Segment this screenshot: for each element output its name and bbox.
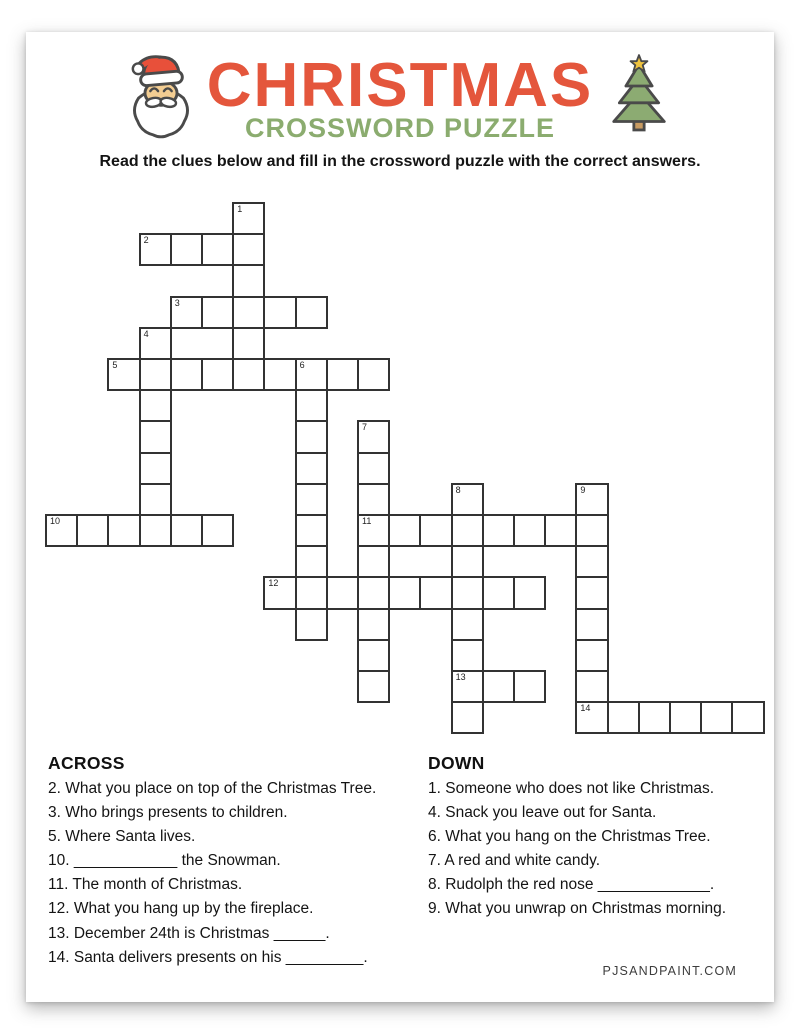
grid-cell[interactable] <box>263 576 296 609</box>
grid-cell[interactable] <box>544 514 577 547</box>
grid-cell[interactable] <box>575 514 608 547</box>
grid-cell[interactable] <box>232 358 265 391</box>
cell-number: 2 <box>143 235 149 246</box>
grid-cell[interactable] <box>326 576 359 609</box>
grid-cell[interactable] <box>513 576 546 609</box>
crossword-grid <box>45 202 775 742</box>
grid-cell[interactable] <box>451 483 484 516</box>
grid-cell[interactable] <box>451 514 484 547</box>
page-title: CHRISTMAS <box>206 51 594 120</box>
across-heading: ACROSS <box>48 753 125 773</box>
down-clue-list <box>428 777 726 922</box>
grid-cell[interactable] <box>295 358 328 391</box>
grid-cell[interactable] <box>170 358 203 391</box>
grid-cell[interactable] <box>170 514 203 547</box>
down-heading: DOWN <box>428 753 485 773</box>
grid-cell[interactable] <box>139 233 172 266</box>
grid-cell[interactable] <box>575 576 608 609</box>
grid-cell[interactable] <box>357 358 390 391</box>
grid-cell[interactable] <box>357 608 390 641</box>
grid-cell[interactable] <box>638 701 671 734</box>
grid-cell[interactable] <box>575 545 608 578</box>
grid-cell[interactable] <box>170 296 203 329</box>
cell-number: 12 <box>268 578 279 589</box>
grid-cell[interactable] <box>201 514 234 547</box>
grid-cell[interactable] <box>357 576 390 609</box>
grid-cell[interactable] <box>575 701 608 734</box>
grid-cell[interactable] <box>451 576 484 609</box>
grid-cell[interactable] <box>388 514 421 547</box>
grid-cell[interactable] <box>357 670 390 703</box>
grid-cell[interactable] <box>45 514 78 547</box>
across-clue-list <box>48 777 376 970</box>
grid-cell[interactable] <box>232 233 265 266</box>
cell-number: 6 <box>299 360 305 370</box>
grid-cell[interactable] <box>263 358 296 391</box>
grid-cell[interactable] <box>575 608 608 641</box>
cell-number: 14 <box>580 703 591 714</box>
grid-cell[interactable] <box>295 608 328 641</box>
grid-cell[interactable] <box>76 514 109 547</box>
grid-cell[interactable] <box>295 576 328 609</box>
grid-cell[interactable] <box>295 514 328 547</box>
grid-cell[interactable] <box>482 576 515 609</box>
grid-cell[interactable] <box>451 670 484 703</box>
grid-cell[interactable] <box>295 483 328 516</box>
cell-number: 3 <box>174 297 180 308</box>
grid-cell[interactable] <box>295 420 328 453</box>
grid-cell[interactable] <box>388 576 421 609</box>
clue-item: 5. Where Santa lives. <box>48 828 196 846</box>
grid-cell[interactable] <box>295 545 328 578</box>
grid-cell[interactable] <box>357 514 390 547</box>
grid-cell[interactable] <box>295 389 328 422</box>
grid-cell[interactable] <box>263 296 296 329</box>
grid-cell[interactable] <box>700 701 733 734</box>
clue-item: 1. Someone who does not like Christmas. <box>428 780 715 797</box>
grid-cell[interactable] <box>139 452 172 485</box>
grid-cell[interactable] <box>139 358 172 391</box>
cell-number: 9 <box>580 484 586 495</box>
grid-cell[interactable] <box>232 327 265 360</box>
grid-cell[interactable] <box>139 389 172 422</box>
grid-cell[interactable] <box>357 483 390 516</box>
grid-cell[interactable] <box>170 233 203 266</box>
grid-cell[interactable] <box>357 639 390 672</box>
grid-cell[interactable] <box>731 701 764 734</box>
grid-cell[interactable] <box>607 701 640 734</box>
grid-cell[interactable] <box>575 483 608 516</box>
clue-item: 12. What you hang up by the fireplace. <box>48 900 314 918</box>
grid-cell[interactable] <box>357 452 390 485</box>
grid-cell[interactable] <box>357 420 390 453</box>
clue-item: 7. A red and white candy. <box>428 852 601 870</box>
clue-item: 2. What you place on top of the Christmas Tree. <box>48 780 377 797</box>
page-subtitle: CROSSWORD PUZZLE <box>245 113 555 143</box>
site-credit: PJSANDPAINT.COM <box>602 964 737 978</box>
grid-cell[interactable] <box>201 233 234 266</box>
grid-cell[interactable] <box>201 358 234 391</box>
grid-cell[interactable] <box>139 514 172 547</box>
cell-number: 8 <box>455 484 461 495</box>
grid-cell[interactable] <box>232 264 265 297</box>
cell-number: 10 <box>50 516 61 526</box>
grid-cell[interactable] <box>107 514 140 547</box>
grid-cell[interactable] <box>513 670 546 703</box>
grid-cell[interactable] <box>295 452 328 485</box>
cell-number: 11 <box>362 516 372 526</box>
grid-cell[interactable] <box>451 639 484 672</box>
grid-cell[interactable] <box>419 514 452 547</box>
grid-cell[interactable] <box>513 514 546 547</box>
grid-cell[interactable] <box>575 639 608 672</box>
clue-item: 13. December 24th is Christmas ______. <box>48 924 330 942</box>
grid-cell[interactable] <box>201 296 234 329</box>
instructions-text: Read the clues below and fill in the crossword puzzle with the correct answers. <box>99 153 701 170</box>
grid-cell[interactable] <box>139 483 172 516</box>
clue-item: 4. Snack you leave out for Santa. <box>428 804 657 822</box>
grid-cell[interactable] <box>326 358 359 391</box>
clue-item: 11. The month of Christmas. <box>48 876 243 894</box>
grid-cell[interactable] <box>170 327 234 360</box>
grid-cell[interactable] <box>669 701 702 734</box>
grid-cell[interactable] <box>357 545 390 578</box>
grid-cell[interactable] <box>139 420 172 453</box>
cell-number: 7 <box>362 422 368 433</box>
clue-item: 6. What you hang on the Christmas Tree. <box>428 828 711 846</box>
grid-cell[interactable] <box>232 202 265 235</box>
cell-number: 1 <box>237 204 243 214</box>
clue-item: 14. Santa delivers presents on his _________. <box>48 948 368 966</box>
grid-cell[interactable] <box>139 327 172 360</box>
grid-cell[interactable] <box>232 296 265 329</box>
grid-cell[interactable] <box>451 701 484 734</box>
cell-number: 4 <box>143 328 149 339</box>
clue-item: 9. What you unwrap on Christmas morning. <box>428 900 727 918</box>
grid-cell[interactable] <box>482 514 515 547</box>
cell-number: 13 <box>455 672 466 682</box>
clue-item: 8. Rudolph the red nose _____________. <box>428 876 715 894</box>
grid-cell[interactable] <box>295 296 328 329</box>
grid-cell[interactable] <box>451 545 484 578</box>
grid-cell[interactable] <box>482 670 515 703</box>
clue-item: 10. ____________ the Snowman. <box>48 852 281 870</box>
grid-cell[interactable] <box>575 670 608 703</box>
cell-number: 5 <box>112 360 118 370</box>
grid-cell[interactable] <box>451 608 484 641</box>
grid-cell[interactable] <box>419 576 452 609</box>
grid-cell[interactable] <box>107 358 140 391</box>
clue-item: 3. Who brings presents to children. <box>48 804 288 822</box>
